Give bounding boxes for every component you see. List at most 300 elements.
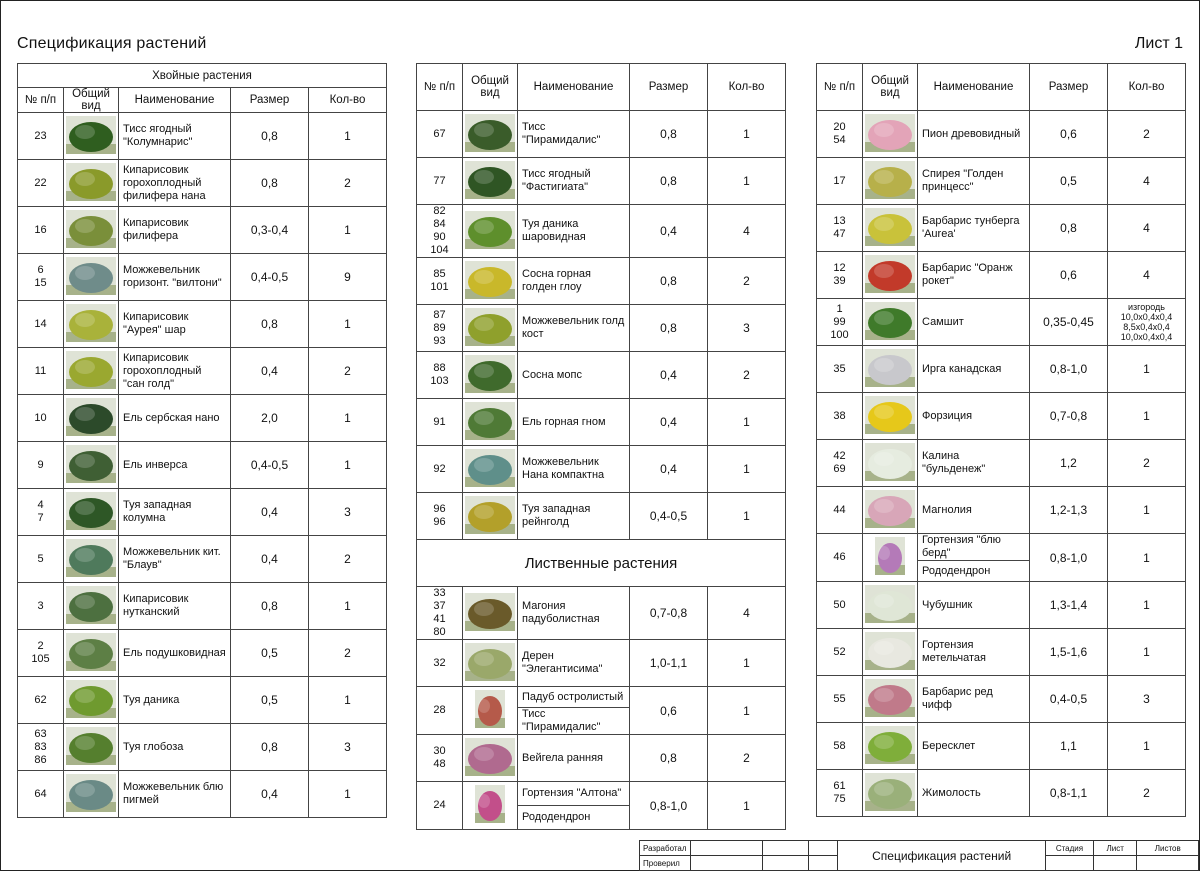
plant-quantity: 1 [708, 687, 786, 735]
plant-quantity: 1 [708, 493, 786, 540]
plant-photo-cell [863, 723, 918, 770]
plant-size: 0,5 [231, 677, 309, 724]
plant-photo-holly-yew [475, 690, 505, 728]
stamp-title: Спецификация растений [838, 841, 1046, 871]
row-number-value: 69 [833, 463, 846, 475]
plant-photo-cell [463, 587, 518, 640]
row-number-value: 9 [37, 458, 44, 471]
plant-photo-cell [863, 487, 918, 534]
row-number [417, 587, 463, 640]
plant-photo-cell [463, 258, 518, 305]
row-number-value: 5 [37, 552, 44, 565]
plant-name: Тисс ягодный "Колумнарис" [119, 113, 231, 160]
row-number [18, 395, 64, 442]
table-row [817, 299, 1186, 346]
row-number-value: 46 [833, 551, 846, 563]
row-number [817, 440, 863, 487]
plant-name: Кипарисовик нутканский [119, 583, 231, 630]
table-row [417, 446, 786, 493]
plant-name: Жимолость [918, 770, 1030, 817]
table-row [417, 305, 786, 352]
plant-quantity: 1 [1108, 346, 1186, 393]
row-number [18, 771, 64, 818]
plant-name-part: Рододендрон [918, 560, 1029, 581]
row-number [417, 352, 463, 399]
quantity-line: 10,0х0,4х0,4 [1120, 312, 1173, 322]
plant-quantity: 2 [309, 630, 387, 677]
plant-quantity: 1 [708, 111, 786, 158]
row-number [18, 536, 64, 583]
plant-photo-barberry-orange-rocket [865, 255, 915, 293]
plant-name: Ель инверса [119, 442, 231, 489]
plant-name: Туя западная рейнголд [518, 493, 630, 540]
row-number-value: 64 [34, 787, 47, 800]
row-number-value: 30 [433, 745, 446, 757]
plant-size: 1,1 [1030, 723, 1108, 770]
row-number [417, 735, 463, 782]
plant-photo-cell [863, 440, 918, 487]
plant-size: 1,2 [1030, 440, 1108, 487]
plant-size: 2,0 [231, 395, 309, 442]
plant-size: 0,8 [231, 301, 309, 348]
plant-name [518, 782, 630, 830]
plant-quantity: 2 [309, 348, 387, 395]
row-number-value: 54 [833, 134, 846, 146]
row-number-value: 84 [433, 218, 446, 230]
plant-size: 0,4 [231, 348, 309, 395]
row-number [417, 640, 463, 687]
table-row [417, 493, 786, 540]
plant-name: Кипарисовик горохоплодный "сан голд" [119, 348, 231, 395]
table-row [817, 111, 1186, 158]
mixed-panel [416, 63, 786, 830]
row-number-value: 93 [433, 334, 446, 347]
plant-quantity [1108, 299, 1186, 346]
plant-quantity: 2 [708, 735, 786, 782]
plant-photo-cypress-aurea-ball [66, 304, 116, 342]
plant-name: Можжевельник голд кост [518, 305, 630, 352]
row-number-value: 10 [34, 411, 47, 424]
header-num: № п/п [817, 64, 863, 111]
plant-quantity: 1 [309, 677, 387, 724]
plant-size: 0,8 [630, 111, 708, 158]
plant-photo-juniper-wiltonii [66, 257, 116, 295]
row-number [417, 687, 463, 735]
table-row [817, 582, 1186, 629]
table-row [417, 205, 786, 258]
row-number [18, 348, 64, 395]
plant-photo-cell [863, 299, 918, 346]
plant-photo-viburnum-buldenezh [865, 443, 915, 481]
plant-size: 0,3-0,4 [231, 207, 309, 254]
plant-photo-nootka-cypress [66, 586, 116, 624]
plant-photo-yew-pyramidalis [465, 114, 515, 152]
table-row [417, 782, 786, 830]
plant-photo-cell [863, 111, 918, 158]
table-row [18, 771, 387, 818]
header-view: Общий вид [64, 88, 119, 113]
plant-quantity: 2 [309, 536, 387, 583]
table-row [417, 735, 786, 782]
table-row [417, 640, 786, 687]
plant-photo-cell [64, 254, 119, 301]
row-number [817, 629, 863, 676]
row-number [18, 254, 64, 301]
row-number-value: 15 [34, 277, 47, 289]
plant-name: Можжевельник Нана компактна [518, 446, 630, 493]
plant-photo-cypress-sungold [66, 351, 116, 389]
row-number [817, 723, 863, 770]
plant-photo-mahonia [465, 593, 515, 631]
plant-quantity: 4 [1108, 205, 1186, 252]
plant-size: 0,6 [630, 687, 708, 735]
table-row [817, 158, 1186, 205]
plant-size: 0,8-1,0 [1030, 534, 1108, 582]
plant-size: 0,8 [630, 158, 708, 205]
plant-photo-hydrangea-bluebird [875, 537, 905, 575]
row-number [817, 534, 863, 582]
row-number [18, 301, 64, 348]
plant-photo-yew-fastigiata [465, 161, 515, 199]
plant-photo-cell [463, 782, 518, 830]
plant-name: Сосна мопс [518, 352, 630, 399]
plant-photo-columnar-yew [66, 116, 116, 154]
table-row [417, 399, 786, 446]
plant-quantity: 9 [309, 254, 387, 301]
row-number-value: 22 [34, 176, 47, 189]
row-number-value: 58 [833, 739, 846, 752]
header-qty: Кол-во [309, 88, 387, 113]
plant-quantity: 3 [1108, 676, 1186, 723]
row-number-value: 92 [433, 462, 446, 475]
plant-name: Туя даника [119, 677, 231, 724]
stamp-sheets: Листов [1137, 841, 1199, 856]
plant-quantity: 3 [708, 305, 786, 352]
plant-photo-magnolia [865, 490, 915, 528]
plant-photo-cell [863, 346, 918, 393]
table-row [18, 630, 387, 677]
plant-size: 1,2-1,3 [1030, 487, 1108, 534]
plant-size: 0,4-0,5 [231, 254, 309, 301]
table-row [817, 346, 1186, 393]
row-number-value: 41 [433, 613, 446, 625]
plant-name: Магнолия [918, 487, 1030, 534]
table-row [817, 252, 1186, 299]
row-number-value: 39 [833, 275, 846, 287]
plant-photo-spruce-inversa [66, 445, 116, 483]
plant-photo-cell [64, 630, 119, 677]
plant-photo-thuja-danica-ball [465, 211, 515, 249]
row-number-value: 32 [433, 656, 446, 669]
plant-quantity: 1 [1108, 393, 1186, 440]
plant-photo-cell [863, 676, 918, 723]
header-size: Размер [231, 88, 309, 113]
plant-name: Бересклет [918, 723, 1030, 770]
plant-quantity: 2 [708, 352, 786, 399]
quantity-line: 10,0х0,4х0,4 [1120, 332, 1173, 342]
table-row [817, 205, 1186, 252]
header-name: Наименование [918, 64, 1030, 111]
quantity-line: 8,5х0,4х0,4 [1123, 322, 1170, 332]
plant-name: Гортензия метельчатая [918, 629, 1030, 676]
plant-name-part: Гортензия "блю берд" [922, 534, 1001, 559]
plant-quantity: 1 [708, 640, 786, 687]
row-number-value: 96 [433, 516, 446, 528]
plant-photo-cushion-spruce [66, 633, 116, 671]
row-number-value: 52 [833, 645, 846, 658]
table-row [18, 301, 387, 348]
plant-photo-thuja-globosa [66, 727, 116, 765]
plant-photo-honeysuckle [865, 773, 915, 811]
plant-photo-juniper-nana-compacta [465, 449, 515, 487]
plant-quantity: 1 [708, 446, 786, 493]
plant-photo-cell [463, 735, 518, 782]
plant-photo-cell [863, 252, 918, 299]
row-number [417, 158, 463, 205]
plant-name: Кипарисовик горохоплодный филифера нана [119, 160, 231, 207]
row-number [817, 252, 863, 299]
row-number-value: 28 [433, 704, 446, 716]
row-number-value: 48 [433, 758, 446, 770]
plant-quantity: 4 [1108, 158, 1186, 205]
row-number [417, 205, 463, 258]
plant-photo-cell [463, 493, 518, 540]
plant-name: Кипарисовик филифера [119, 207, 231, 254]
header-qty: Кол-во [708, 64, 786, 111]
plant-size: 0,4-0,5 [231, 442, 309, 489]
table-row [417, 158, 786, 205]
plant-quantity: 2 [1108, 770, 1186, 817]
row-number-value: 55 [833, 692, 846, 705]
plant-size: 0,7-0,8 [630, 587, 708, 640]
row-number-value: 105 [31, 653, 50, 665]
table-row [417, 687, 786, 735]
plant-quantity: 1 [309, 442, 387, 489]
row-number [18, 207, 64, 254]
plant-name [918, 534, 1030, 582]
table-row [817, 393, 1186, 440]
plant-name: Чубушник [918, 582, 1030, 629]
plant-name: Ирга канадская [918, 346, 1030, 393]
plant-quantity: 1 [1108, 629, 1186, 676]
plant-quantity: 1 [309, 113, 387, 160]
plant-photo-cell [463, 205, 518, 258]
plant-quantity: 1 [708, 782, 786, 830]
plant-size: 0,8 [1030, 205, 1108, 252]
row-number-value: 44 [833, 503, 846, 516]
row-number-value: 100 [830, 328, 849, 341]
plant-photo-cell [463, 111, 518, 158]
row-number [18, 583, 64, 630]
row-number-value: 37 [433, 600, 446, 612]
plant-quantity: 4 [708, 205, 786, 258]
row-number [18, 630, 64, 677]
table-row [817, 723, 1186, 770]
plant-size: 0,6 [1030, 252, 1108, 299]
table-row [817, 676, 1186, 723]
row-number [18, 724, 64, 771]
plant-size: 1,3-1,4 [1030, 582, 1108, 629]
plant-name: Калина "бульденеж" [918, 440, 1030, 487]
plant-size: 0,8 [231, 113, 309, 160]
row-number-value: 80 [433, 626, 446, 638]
plant-size: 0,5 [231, 630, 309, 677]
plant-photo-cell [64, 442, 119, 489]
plant-photo-cell [64, 583, 119, 630]
plant-name: Можжевельник блю пигмей [119, 771, 231, 818]
stamp-sheet: Лист [1093, 841, 1137, 856]
plant-size: 0,8 [630, 258, 708, 305]
plant-quantity: 1 [309, 583, 387, 630]
plant-quantity: 1 [1108, 582, 1186, 629]
plant-photo-cell [463, 305, 518, 352]
stamp-checked: Проверил [640, 856, 691, 871]
table-row [18, 348, 387, 395]
plant-name [518, 687, 630, 735]
plant-quantity: 3 [309, 724, 387, 771]
header-num: № п/п [417, 64, 463, 111]
plant-size: 0,4 [630, 399, 708, 446]
plant-name: Магония падуболистная [518, 587, 630, 640]
quantity-line: изгородь [1128, 302, 1165, 312]
plant-name: Тисс "Пирамидалис" [518, 111, 630, 158]
table-row [18, 583, 387, 630]
plant-name: Дерен "Элегантисима" [518, 640, 630, 687]
section-title-deciduous: Лиственные растения [417, 540, 786, 587]
plant-quantity: 1 [309, 395, 387, 442]
plant-photo-pine-golden-glow [465, 261, 515, 299]
plant-photo-cell [463, 446, 518, 493]
row-number-value: 85 [433, 268, 446, 280]
plant-photo-cell [64, 113, 119, 160]
header-view: Общий вид [863, 64, 918, 111]
plant-name: Пион древовидный [918, 111, 1030, 158]
plant-photo-cell [463, 687, 518, 735]
row-number-value: 24 [433, 799, 446, 811]
row-number [817, 158, 863, 205]
row-number [817, 111, 863, 158]
plant-photo-cell [64, 771, 119, 818]
deciduous-table [816, 63, 1186, 817]
row-number-value: 96 [433, 503, 446, 515]
plant-photo-serviceberry [865, 349, 915, 387]
title-block [639, 840, 1199, 871]
plant-name-part: Гортензия "Алтона" [522, 787, 622, 799]
row-number-value: 3 [37, 599, 44, 612]
plant-size: 0,8-1,0 [1030, 346, 1108, 393]
plant-name: Вейгела ранняя [518, 735, 630, 782]
table-row [18, 536, 387, 583]
plant-size: 0,35-0,45 [1030, 299, 1108, 346]
row-number [18, 489, 64, 536]
table-row [18, 160, 387, 207]
row-number-value: 33 [433, 587, 446, 599]
plant-photo-cell [863, 629, 918, 676]
plant-size: 0,4-0,5 [630, 493, 708, 540]
row-number [817, 205, 863, 252]
plant-quantity: 2 [1108, 111, 1186, 158]
row-number-value: 2 [37, 640, 44, 652]
row-number [417, 782, 463, 830]
table-row [417, 258, 786, 305]
plant-name: Туя глобоза [119, 724, 231, 771]
stamp-developed: Разработал [640, 841, 691, 856]
row-number-value: 103 [430, 375, 449, 387]
row-number-value: 14 [34, 317, 47, 330]
table-row [417, 111, 786, 158]
plant-photo-cell [863, 205, 918, 252]
plant-quantity: 1 [708, 158, 786, 205]
plant-photo-mock-orange [865, 585, 915, 623]
row-number-value: 12 [833, 262, 846, 274]
plant-photo-thuja-rheingold [465, 496, 515, 534]
table-row [417, 587, 786, 640]
table-row [417, 352, 786, 399]
plant-name: Ель сербская нано [119, 395, 231, 442]
row-number [417, 446, 463, 493]
plant-name: Сосна горная голден глоу [518, 258, 630, 305]
plant-size: 0,8 [231, 160, 309, 207]
row-number-value: 23 [34, 129, 47, 142]
plant-photo-hydrangea-altona [475, 785, 505, 823]
table-row [18, 442, 387, 489]
row-number [18, 113, 64, 160]
plant-name: Самшит [918, 299, 1030, 346]
row-number-value: 16 [34, 223, 47, 236]
row-number-value: 82 [433, 205, 446, 217]
table-row [817, 487, 1186, 534]
plant-photo-cell [64, 160, 119, 207]
plant-quantity: 3 [309, 489, 387, 536]
table-row [18, 254, 387, 301]
row-number-value: 7 [37, 512, 44, 524]
plant-name: Туя даника шаровидная [518, 205, 630, 258]
plant-size: 0,7-0,8 [1030, 393, 1108, 440]
plant-size: 0,8 [630, 305, 708, 352]
conifers-deciduous-table [416, 63, 786, 830]
plant-name: Тисс ягодный "Фастигиата" [518, 158, 630, 205]
plant-name: Барбарис ред чифф [918, 676, 1030, 723]
row-number-value: 77 [433, 174, 446, 187]
plant-size: 0,4-0,5 [1030, 676, 1108, 723]
row-number-value: 50 [833, 598, 846, 611]
row-number-value: 6 [37, 264, 44, 276]
plant-photo-cypress-filifera-nana [66, 163, 116, 201]
row-number [417, 493, 463, 540]
plant-name: Туя западная колумна [119, 489, 231, 536]
plant-photo-cell [463, 352, 518, 399]
row-number-value: 90 [433, 231, 446, 243]
header-name: Наименование [518, 64, 630, 111]
header-size: Размер [1030, 64, 1108, 111]
table-row [18, 113, 387, 160]
plant-photo-pine-mops [465, 355, 515, 393]
table-row [18, 395, 387, 442]
plant-photo-cell [64, 395, 119, 442]
plant-size: 0,8-1,1 [1030, 770, 1108, 817]
row-number [817, 676, 863, 723]
plant-name: Можжевельник кит. "Блаув" [119, 536, 231, 583]
plant-photo-barberry-red-chief [865, 679, 915, 717]
plant-quantity: 4 [1108, 252, 1186, 299]
plant-photo-cell [64, 301, 119, 348]
plant-name-part: Падуб остролистый [522, 690, 624, 703]
plant-quantity: 4 [708, 587, 786, 640]
row-number-value: 1 [836, 302, 843, 315]
row-number [18, 442, 64, 489]
conifers-table [17, 63, 387, 818]
plant-size: 0,4 [231, 536, 309, 583]
